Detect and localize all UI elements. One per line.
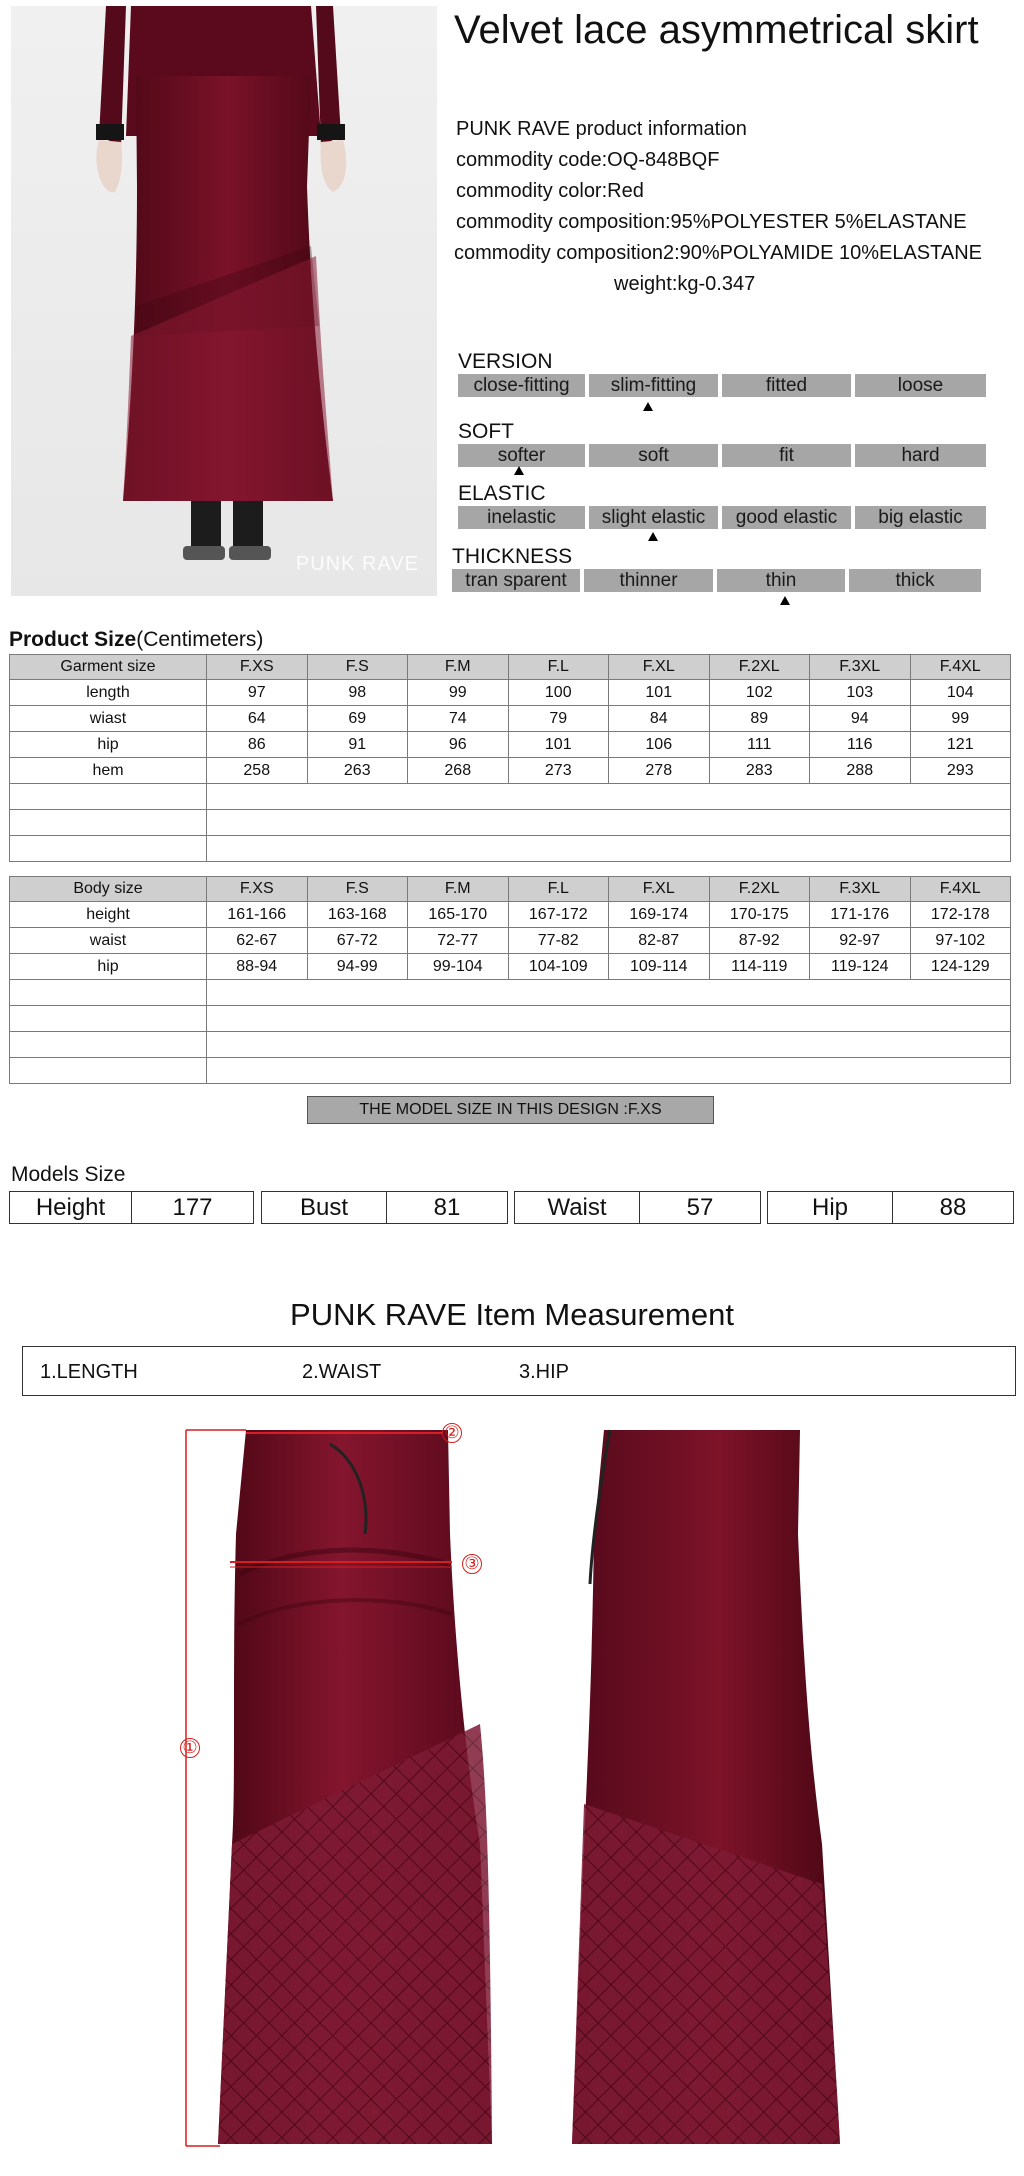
table-header-cell: F.4XL (910, 877, 1011, 902)
table-cell: 263 (307, 758, 408, 784)
table-cell: 97-102 (910, 928, 1011, 954)
scale-elastic-option: inelastic (458, 506, 585, 529)
table-cell: 172-178 (910, 902, 1011, 928)
marker-waist: ② (442, 1423, 462, 1443)
table-cell: 84 (609, 706, 710, 732)
table-header-row (10, 655, 1011, 680)
model-hip-label: Hip (767, 1191, 893, 1224)
info-color (456, 180, 644, 203)
scale-thickness-option: thick (849, 569, 981, 592)
table-cell: 101 (609, 680, 710, 706)
table-header-cell: F.XS (207, 655, 308, 680)
table-header-cell: F.2XL (709, 877, 810, 902)
model-waist-label: Waist (514, 1191, 640, 1224)
table-cell: hip (10, 732, 207, 758)
empty-cell (207, 1032, 1011, 1058)
empty-cell (10, 836, 207, 862)
model-height-label: Height (9, 1191, 132, 1224)
table-row (10, 954, 1011, 980)
table-cell: 87-92 (709, 928, 810, 954)
info-composition2 (454, 242, 982, 265)
scale-elastic-option: slight elastic (589, 506, 718, 529)
table-row (10, 706, 1011, 732)
measurement-title: PUNK RAVE Item Measurement (290, 1297, 734, 1332)
empty-cell (10, 980, 207, 1006)
table-cell: hip (10, 954, 207, 980)
info-weight (614, 273, 755, 296)
scale-soft-marker (514, 466, 524, 475)
measurement-item-length: 1.LENGTH (40, 1361, 138, 1383)
scale-version-option: loose (855, 374, 986, 397)
model-height-value: 177 (131, 1191, 254, 1224)
scale-elastic-option: good elastic (722, 506, 851, 529)
info-heading-label: PUNK RAVE product information (456, 118, 747, 140)
info-composition-value: 95%POLYESTER 5%ELASTANE (670, 211, 967, 233)
info-code (456, 149, 719, 172)
table-header-cell: F.S (307, 877, 408, 902)
info-color-label: commodity color: (456, 180, 608, 202)
table-cell: 109-114 (609, 954, 710, 980)
table-row (10, 732, 1011, 758)
model-size-note: THE MODEL SIZE IN THIS DESIGN :F.XS (307, 1096, 714, 1124)
table-cell: 119-124 (810, 954, 911, 980)
table-cell: 91 (307, 732, 408, 758)
table-cell: 103 (810, 680, 911, 706)
table-cell: 96 (408, 732, 509, 758)
table-cell: 171-176 (810, 902, 911, 928)
table-header-cell: F.S (307, 655, 408, 680)
empty-table-row (10, 836, 1011, 862)
table-header-row (10, 877, 1011, 902)
info-composition (456, 211, 967, 234)
table-header-cell: Body size (10, 877, 207, 902)
table-cell: 74 (408, 706, 509, 732)
table-cell: 99-104 (408, 954, 509, 980)
measurement-item-hip: 3.HIP (519, 1361, 570, 1383)
table-cell: 62-67 (207, 928, 308, 954)
product-size-unit: (Centimeters) (136, 628, 264, 651)
table-row (10, 680, 1011, 706)
empty-cell (207, 980, 1011, 1006)
table-header-cell: F.3XL (810, 877, 911, 902)
table-header-cell: F.XL (609, 877, 710, 902)
table-cell: waist (10, 928, 207, 954)
table-cell: 163-168 (307, 902, 408, 928)
scale-soft-option: softer (458, 444, 585, 467)
empty-cell (207, 784, 1011, 810)
info-color-value: Red (607, 180, 644, 202)
table-cell: 273 (508, 758, 609, 784)
table-cell: length (10, 680, 207, 706)
table-cell: 94 (810, 706, 911, 732)
product-photo (11, 6, 437, 596)
table-cell: hem (10, 758, 207, 784)
measurement-item-waist: 2.WAIST (302, 1361, 382, 1383)
table-cell: 278 (609, 758, 710, 784)
models-size-title: Models Size (11, 1163, 126, 1186)
table-cell: 124-129 (910, 954, 1011, 980)
marker-length: ① (180, 1738, 200, 1758)
scale-elastic-marker (648, 532, 658, 541)
table-header-cell: F.3XL (810, 655, 911, 680)
table-header-cell: Garment size (10, 655, 207, 680)
table-header-cell: F.4XL (910, 655, 1011, 680)
empty-table-row (10, 1006, 1011, 1032)
table-cell: 167-172 (508, 902, 609, 928)
product-size-heading (9, 628, 263, 652)
info-weight-label: weight: (614, 273, 678, 295)
info-code-value: OQ-848BQF (607, 149, 720, 171)
table-row (10, 758, 1011, 784)
table-cell: 268 (408, 758, 509, 784)
scale-thickness-label: THICKNESS (452, 545, 573, 568)
measurement-legend (22, 1346, 1016, 1396)
product-title: Velvet lace asymmetrical skirt (454, 8, 979, 52)
table-header-cell: F.L (508, 655, 609, 680)
scale-soft-label: SOFT (458, 420, 514, 443)
empty-cell (10, 784, 207, 810)
model-bust-value: 81 (386, 1191, 508, 1224)
table-cell: 169-174 (609, 902, 710, 928)
table-cell: 92-97 (810, 928, 911, 954)
table-cell: 106 (609, 732, 710, 758)
table-cell: 82-87 (609, 928, 710, 954)
skirt-back-illustration (560, 1424, 860, 2164)
table-cell: 283 (709, 758, 810, 784)
table-header-cell: F.M (408, 655, 509, 680)
scale-version-marker (643, 402, 653, 411)
table-header-cell: F.XS (207, 877, 308, 902)
model-waist-value: 57 (639, 1191, 761, 1224)
product-size-title: Product Size (9, 628, 137, 651)
scale-thickness-option: thin (717, 569, 845, 592)
watermark: PUNK RAVE (295, 553, 419, 575)
table-cell: 288 (810, 758, 911, 784)
table-header-cell: F.L (508, 877, 609, 902)
model-hip-value: 88 (892, 1191, 1014, 1224)
scale-version-option: close-fitting (458, 374, 585, 397)
scale-thickness-marker (780, 596, 790, 605)
info-code-label: commodity code: (456, 149, 608, 171)
table-cell: 94-99 (307, 954, 408, 980)
measurement-lines (180, 1424, 500, 2164)
model-wearing-skirt-illustration (11, 6, 437, 596)
body-size-table (9, 876, 1011, 1084)
table-cell: 98 (307, 680, 408, 706)
info-composition2-label: commodity composition2: (454, 242, 680, 264)
scale-soft-option: hard (855, 444, 986, 467)
scale-thickness-option: thinner (584, 569, 713, 592)
table-row (10, 928, 1011, 954)
table-cell: 99 (910, 706, 1011, 732)
empty-cell (10, 810, 207, 836)
table-cell: 170-175 (709, 902, 810, 928)
empty-cell (207, 1006, 1011, 1032)
empty-cell (207, 836, 1011, 862)
table-cell: 69 (307, 706, 408, 732)
empty-table-row (10, 784, 1011, 810)
scale-soft-option: fit (722, 444, 851, 467)
table-cell: 88-94 (207, 954, 308, 980)
scale-elastic-option: big elastic (855, 506, 986, 529)
empty-cell (10, 1032, 207, 1058)
table-cell: 72-77 (408, 928, 509, 954)
table-cell: 89 (709, 706, 810, 732)
table-cell: 100 (508, 680, 609, 706)
empty-cell (10, 1006, 207, 1032)
table-cell: 67-72 (307, 928, 408, 954)
table-cell: 121 (910, 732, 1011, 758)
scale-soft-option: soft (589, 444, 718, 467)
table-cell: 77-82 (508, 928, 609, 954)
table-header-cell: F.XL (609, 655, 710, 680)
table-cell: 293 (910, 758, 1011, 784)
info-weight-value: kg-0.347 (677, 273, 756, 295)
empty-table-row (10, 1058, 1011, 1084)
table-cell: 104-109 (508, 954, 609, 980)
table-cell: 64 (207, 706, 308, 732)
table-cell: 97 (207, 680, 308, 706)
scale-version-option: slim-fitting (589, 374, 718, 397)
empty-table-row (10, 980, 1011, 1006)
empty-table-row (10, 1032, 1011, 1058)
info-composition-label: commodity composition: (456, 211, 671, 233)
info-heading (456, 118, 747, 141)
table-header-cell: F.2XL (709, 655, 810, 680)
skirt-front-view (180, 1424, 500, 2164)
table-cell: 161-166 (207, 902, 308, 928)
table-cell: 79 (508, 706, 609, 732)
marker-hip: ③ (462, 1554, 482, 1574)
table-cell: 86 (207, 732, 308, 758)
table-cell: 165-170 (408, 902, 509, 928)
table-cell: 104 (910, 680, 1011, 706)
scale-elastic-label: ELASTIC (458, 482, 546, 505)
table-cell: 111 (709, 732, 810, 758)
empty-cell (207, 810, 1011, 836)
table-cell: wiast (10, 706, 207, 732)
table-row (10, 902, 1011, 928)
table-cell: 258 (207, 758, 308, 784)
scale-thickness-option: tran sparent (452, 569, 580, 592)
table-cell: 116 (810, 732, 911, 758)
table-cell: 102 (709, 680, 810, 706)
table-header-cell: F.M (408, 877, 509, 902)
info-composition2-value: 90%POLYAMIDE 10%ELASTANE (679, 242, 982, 264)
table-cell: 101 (508, 732, 609, 758)
table-cell: 114-119 (709, 954, 810, 980)
garment-size-table (9, 654, 1011, 862)
table-cell: 99 (408, 680, 509, 706)
table-cell: height (10, 902, 207, 928)
empty-cell (10, 1058, 207, 1084)
empty-table-row (10, 810, 1011, 836)
skirt-back-view (560, 1424, 860, 2164)
scale-version-option: fitted (722, 374, 851, 397)
scale-version-label: VERSION (458, 350, 553, 373)
model-bust-label: Bust (261, 1191, 387, 1224)
empty-cell (207, 1058, 1011, 1084)
